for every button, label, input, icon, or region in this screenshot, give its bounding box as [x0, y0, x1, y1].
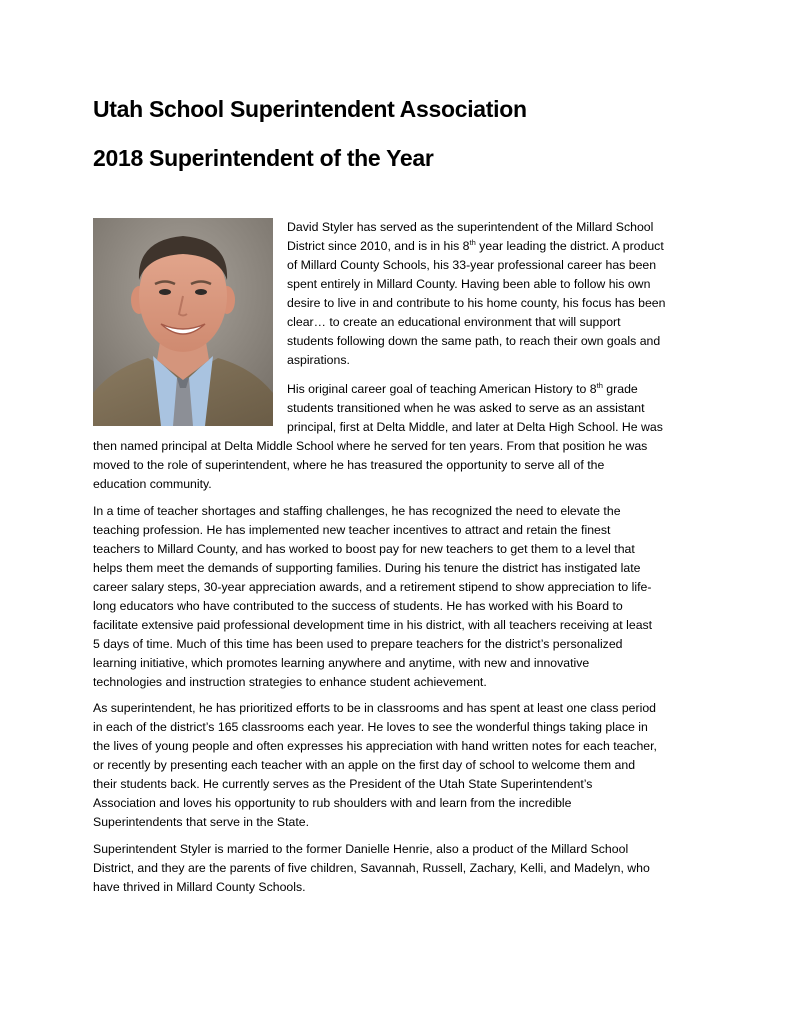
paragraph-2-line: education community. [93, 477, 212, 491]
paragraph-5-line: have thrived in Millard County Schools. [93, 880, 306, 894]
paragraph-4-line: Superintendents that serve in the State. [93, 815, 310, 829]
paragraph-5 [93, 840, 650, 897]
portrait-photo [93, 218, 273, 426]
paragraph-4-line: As superintendent, he has prioritized efforts to be in classrooms and has spent at least one class period [93, 701, 657, 715]
paragraph-2-line: students transitioned when he was asked to serve as an assistant [287, 401, 645, 415]
paragraph-3-line: learning initiative, which promotes learning anywhere and anytime, with new and innovative [93, 656, 590, 670]
paragraph-3-line: technologies and instruction strategies to enhance student achievement. [93, 675, 487, 689]
paragraph-3-line: teachers to Millard County, and has worked to boost pay for new teachers to get them to a level that [93, 542, 635, 556]
paragraph-1-line: students following down the same path, to reach their own goals and [287, 334, 661, 348]
paragraph-1-line: desire to live in and contribute to his home county, his focus has been [287, 296, 666, 310]
paragraph-3-line: 5 days of time. Much of this time has been used to prepare teachers for the district’s personalized [93, 637, 623, 651]
paragraph-2-line: principal, first at Delta Middle, and later at Delta High School. He was [287, 420, 663, 434]
document-title-line-2: 2018 Superintendent of the Year [93, 145, 434, 171]
paragraph-4-line: the lives of young people and often expresses his appreciation with hand written notes for each teacher, [93, 739, 657, 753]
paragraph-1-line: aspirations. [287, 353, 350, 367]
paragraph-4-line: their students back. He currently serves as the President of the Utah State Superintendent’s [93, 777, 593, 791]
paragraph-1-line: spent entirely in Millard County. Having been able to follow his own [287, 277, 651, 291]
paragraph-4 [93, 699, 657, 832]
paragraph-5-line: District, and they are the parents of five children, Savannah, Russell, Zachary, Kelli, and Madelyn, who [93, 861, 650, 875]
paragraph-2-line: moved to the role of superintendent, where he has treasured the opportunity to serve all of the [93, 458, 605, 472]
paragraph-1-line: David Styler has served as the superintendent of the Millard School [287, 220, 654, 234]
paragraph-3-line: helps them meet the demands of supporting families. During his tenure the district has instigated late [93, 561, 641, 575]
paragraph-1-line: clear… to create an educational environment that will support [287, 315, 621, 329]
paragraph-3-line: teaching profession. He has implemented new teacher incentives to attract and retain the finest [93, 523, 611, 537]
paragraph-2-line: then named principal at Delta Middle School where he served for ten years. From that position he was [93, 439, 648, 453]
paragraph-1 [287, 218, 665, 370]
paragraph-4-line: in each of the district’s 165 classrooms each year. He loves to see the wonderful things taking place in [93, 720, 648, 734]
paragraph-4-line: Association and loves his opportunity to rub shoulders with and learn from the incredible [93, 796, 572, 810]
paragraph-3 [93, 502, 652, 692]
paragraph-2-wrapped [287, 380, 663, 437]
paragraph-2-line: His original career goal of teaching American History to 8th grade [287, 380, 638, 396]
paragraph-1-line: of Millard County Schools, his 33-year professional career has been [287, 258, 657, 272]
paragraph-3-line: career salary steps, 30-year appreciation awards, and a retirement stipend to show appreciation to life- [93, 580, 652, 594]
document-title-line-1: Utah School Superintendent Association [93, 96, 527, 122]
paragraph-5-line: Superintendent Styler is married to the former Danielle Henrie, also a product of the Millard School [93, 842, 629, 856]
paragraph-4-line: or recently by presenting each teacher with an apple on the first day of school to welcome them and [93, 758, 636, 772]
paragraph-1-line: District since 2010, and is in his 8th year leading the district. A product [287, 237, 664, 253]
paragraph-2-full-width [93, 437, 647, 494]
paragraph-3-line: In a time of teacher shortages and staffing challenges, he has recognized the need to elevate the [93, 504, 621, 518]
paragraph-3-line: long educators who have contributed to the success of students. He has worked with his Board to [93, 599, 623, 613]
paragraph-3-line: facilitate extensive paid professional development time in his district, with all teachers receiving at least [93, 618, 653, 632]
